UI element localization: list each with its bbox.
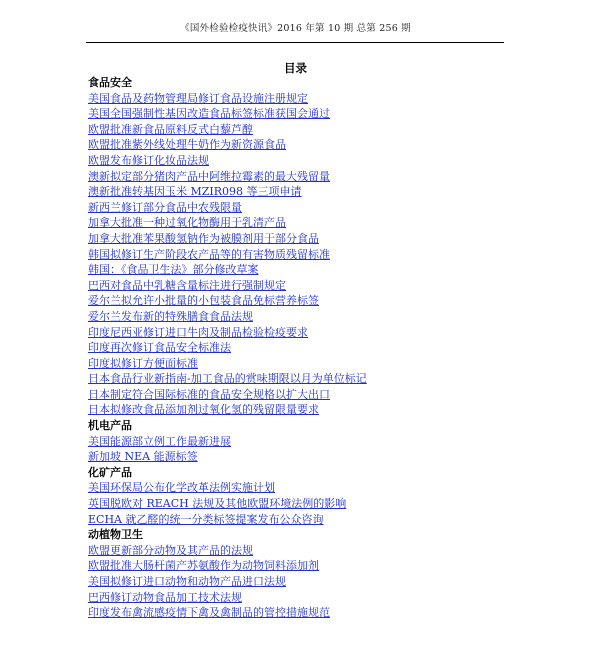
- toc-link[interactable]: 英国脱欧对 REACH 法规及其他欧盟环境法例的影响: [88, 497, 347, 511]
- toc-link[interactable]: 欧盟更新部分动物及其产品的法规: [88, 543, 253, 557]
- toc-link[interactable]: 加拿大批准一种过氧化物酶用于乳清产品: [88, 216, 286, 230]
- toc-link[interactable]: 美国全国强制性基因改造食品标签标准获国会通过: [88, 107, 330, 121]
- toc-section-animal-plant-health: [88, 527, 518, 621]
- section-heading: 化矿产品: [88, 465, 132, 479]
- section-heading: 食品安全: [88, 76, 132, 89]
- toc-link[interactable]: 爱尔兰拟允许小批量的小包装食品免标营养标签: [88, 294, 319, 308]
- toc-link[interactable]: 欧盟批准大肠杆菌产苏氨酸作为动物饲料添加剂: [88, 559, 319, 573]
- toc-section-electromechanical: [88, 418, 518, 465]
- toc-link[interactable]: 日本拟修改食品添加剂过氧化氢的残留限量要求: [88, 403, 319, 417]
- toc-link[interactable]: 印度拟修订方便面标准: [88, 356, 198, 370]
- toc-link[interactable]: 韩国：《食品卫生法》部分修改草案: [88, 263, 259, 277]
- toc-link[interactable]: ECHA 就乙醛的统一分类标签提案发布公众咨询: [88, 512, 324, 526]
- toc-section-food-safety: [88, 75, 518, 418]
- section-heading: 机电产品: [88, 419, 132, 433]
- toc-link[interactable]: 爱尔兰发布新的特殊膳食食品法规: [88, 309, 253, 323]
- toc-link[interactable]: 韩国拟修订生产阶段农产品等的有害物质残留标准: [88, 247, 330, 261]
- toc-link[interactable]: 欧盟批准新食品原料反式白藜芦醇: [88, 122, 253, 136]
- toc-link[interactable]: 新加坡 NEA 能源标签: [88, 450, 198, 464]
- toc-link[interactable]: 美国食品及药物管理局修订食品设施注册规定: [88, 91, 308, 105]
- toc-link[interactable]: 美国环保局公布化学改革法例实施计划: [88, 481, 275, 495]
- toc-link[interactable]: 印度再次修订食品安全标准法: [88, 341, 231, 355]
- toc-title: 目录: [284, 61, 307, 75]
- toc-link[interactable]: 印度尼西亚修订进口牛肉及制品检验检疫要求: [88, 325, 308, 339]
- section-heading: 动植物卫生: [88, 528, 143, 542]
- toc-link[interactable]: 欧盟批准紫外线处理牛奶作为新资源食品: [88, 138, 286, 152]
- toc-section-chemical-mineral: [88, 465, 518, 527]
- toc-link[interactable]: 日本食品行业新指南-加工食品的赏味期限以月为单位标记: [88, 372, 367, 386]
- header-divider: [86, 42, 504, 43]
- page-header: 《国外检验检疫快讯》2016 年第 10 期 总第 256 期: [180, 23, 411, 34]
- toc-link[interactable]: 巴西对食品中乳糖含量标注进行强制规定: [88, 278, 286, 292]
- table-of-contents: [88, 75, 518, 621]
- toc-link[interactable]: 加拿大批准苯果酸氢钠作为被膜剂用于部分食品: [88, 231, 319, 245]
- toc-link[interactable]: 澳新批准转基因玉米 MZIR098 等三项申请: [88, 185, 302, 199]
- toc-link[interactable]: 美国能源部立例工作最新进展: [88, 434, 231, 448]
- toc-link[interactable]: 印度发布禽流感疫情下禽及禽制品的管控措施规范: [88, 606, 330, 620]
- toc-link[interactable]: 澳新拟定部分猪肉产品中阿维拉霉素的最大残留量: [88, 169, 330, 183]
- toc-link[interactable]: 欧盟发布修订化妆品法规: [88, 153, 209, 167]
- toc-link[interactable]: 巴西修订动物食品加工技术法规: [88, 590, 242, 604]
- toc-link[interactable]: 日本制定符合国际标准的食品安全规格以扩大出口: [88, 387, 330, 401]
- toc-link[interactable]: 新西兰修订部分食品中农残限量: [88, 200, 242, 214]
- toc-link[interactable]: 美国拟修订进口动物和动物产品进口法规: [88, 575, 286, 588]
